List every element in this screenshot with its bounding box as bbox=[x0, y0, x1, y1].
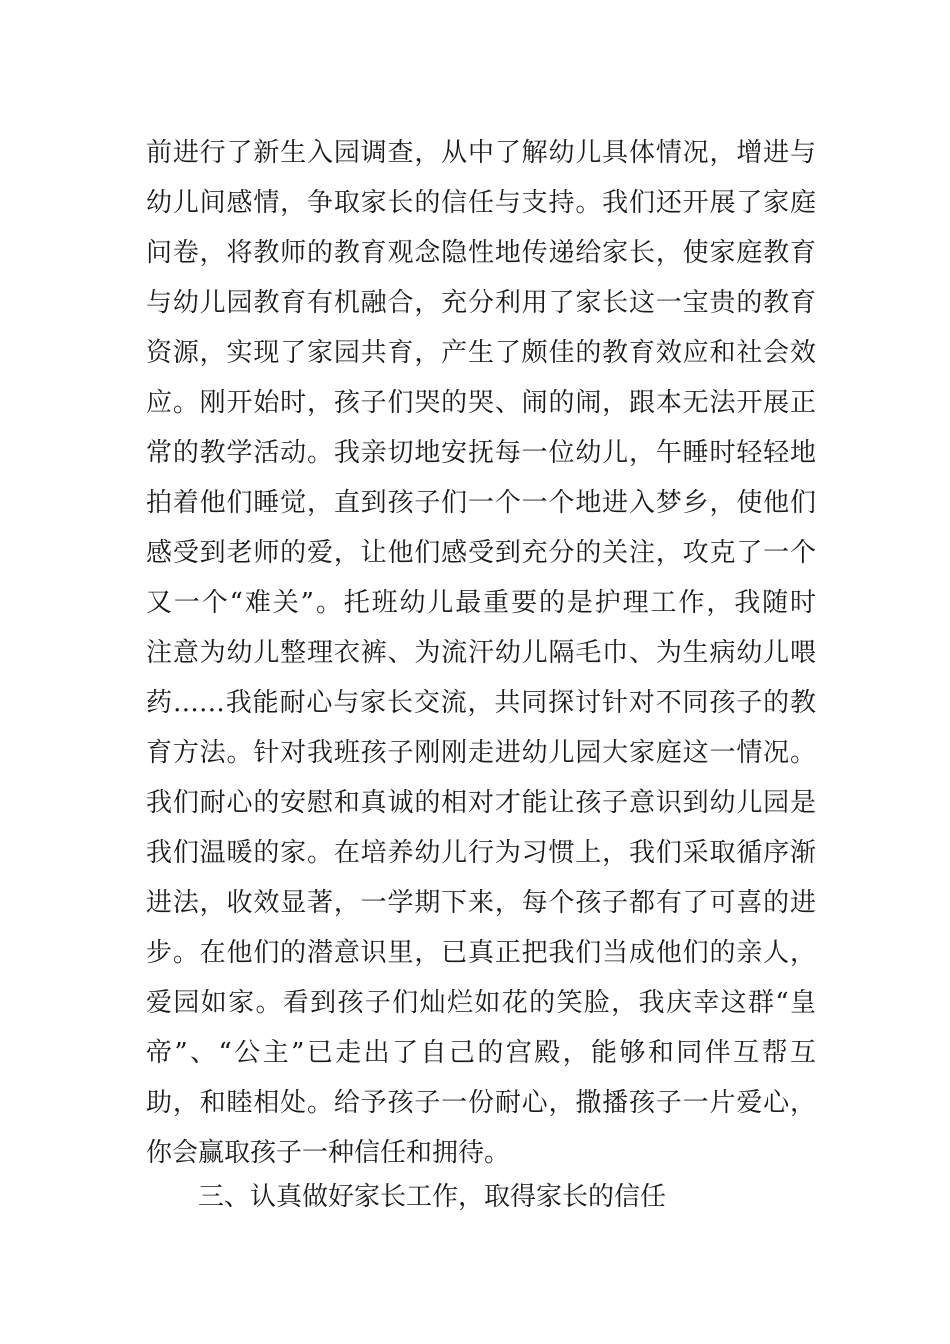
paragraph-line: 常的教学活动。我亲切地安抚每一位幼儿，午睡时轻轻地 bbox=[146, 438, 816, 468]
paragraph-line: 药……我能耐心与家长交流，共同探讨针对不同孩子的教 bbox=[146, 688, 816, 718]
paragraph-line: 进法，收效显著，一学期下来，每个孩子都有了可喜的进 bbox=[146, 888, 816, 918]
paragraph-line: 帝”、“公主”已走出了自己的宫殿，能够和同伴互帮互 bbox=[146, 1038, 816, 1068]
paragraph-line: 幼儿间感情，争取家长的信任与支持。我们还开展了家庭 bbox=[146, 188, 816, 218]
paragraph-line: 我们耐心的安慰和真诚的相对才能让孩子意识到幼儿园是 bbox=[146, 788, 816, 818]
paragraph-line: 应。刚开始时，孩子们哭的哭、闹的闹，跟本无法开展正 bbox=[146, 388, 816, 418]
paragraph-line: 又一个“难关”。托班幼儿最重要的是护理工作，我随时 bbox=[146, 588, 816, 618]
paragraph-line: 前进行了新生入园调查，从中了解幼儿具体情况，增进与 bbox=[146, 138, 816, 168]
paragraph-line: 资源，实现了家园共育，产生了颇佳的教育效应和社会效 bbox=[146, 338, 816, 368]
paragraph-line: 你会赢取孩子一种信任和拥待。 bbox=[146, 1138, 511, 1168]
paragraph-line: 问卷，将教师的教育观念隐性地传递给家长，使家庭教育 bbox=[146, 238, 816, 268]
section-heading: 三、认真做好家长工作，取得家长的信任 bbox=[198, 1182, 667, 1212]
paragraph-line: 爱园如家。看到孩子们灿烂如花的笑脸，我庆幸这群“皇 bbox=[146, 988, 816, 1018]
paragraph-line: 拍着他们睡觉，直到孩子们一个一个地进入梦乡，使他们 bbox=[146, 488, 816, 518]
paragraph-line: 助，和睦相处。给予孩子一份耐心，撒播孩子一片爱心， bbox=[146, 1088, 816, 1118]
paragraph-line: 步。在他们的潜意识里，已真正把我们当成他们的亲人， bbox=[146, 938, 816, 968]
body-paragraph bbox=[146, 128, 816, 1178]
paragraph-line: 与幼儿园教育有机融合，充分利用了家长这一宝贵的教育 bbox=[146, 288, 816, 318]
paragraph-line: 感受到老师的爱，让他们感受到充分的关注，攻克了一个 bbox=[146, 538, 816, 568]
paragraph-line: 注意为幼儿整理衣裤、为流汗幼儿隔毛巾、为生病幼儿喂 bbox=[146, 638, 816, 668]
paragraph-line: 育方法。针对我班孩子刚刚走进幼儿园大家庭这一情况。 bbox=[146, 738, 816, 768]
paragraph-line: 我们温暖的家。在培养幼儿行为习惯上，我们采取循序渐 bbox=[146, 838, 816, 868]
